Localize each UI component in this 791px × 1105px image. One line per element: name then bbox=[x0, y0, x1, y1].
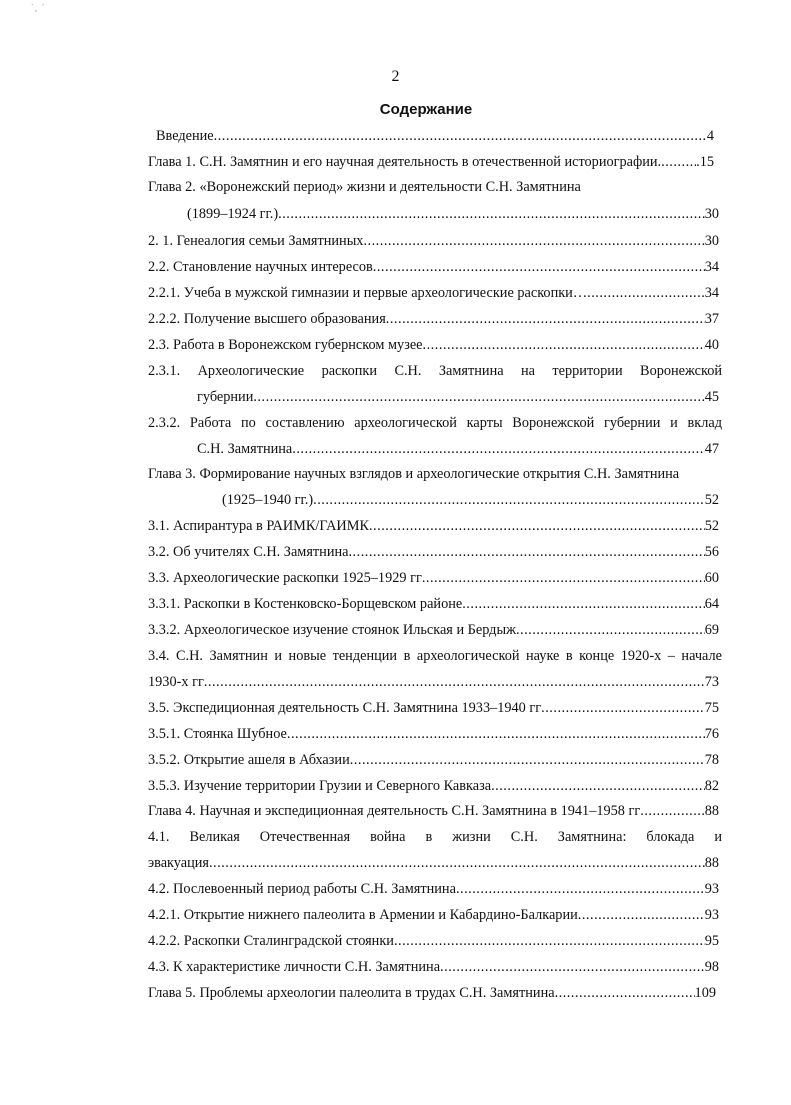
toc-entry-label: Введение bbox=[156, 128, 214, 144]
toc-entry-4-2-2[interactable] bbox=[148, 931, 719, 951]
toc-entry-label: 4.3. К характеристике личности С.Н. Замятнина bbox=[148, 959, 441, 975]
toc-entry-page: 34 bbox=[704, 285, 719, 301]
toc-entry-label: 4.2.1. Открытие нижнего палеолита в Армении и Кабардино-Балкарии bbox=[148, 907, 578, 923]
toc-entry-2-3[interactable] bbox=[148, 335, 719, 355]
dot-leader bbox=[456, 879, 705, 899]
toc-entry-3-4-cont[interactable] bbox=[148, 672, 719, 692]
toc-entry-label: 3.5. Экспедиционная деятельность С.Н. Замятнина 1933–1940 гг bbox=[148, 700, 542, 716]
toc-entry-chapter-4[interactable] bbox=[148, 801, 719, 821]
toc-entry-introduction[interactable] bbox=[156, 126, 714, 146]
dot-leader bbox=[462, 594, 704, 614]
toc-entry-3-3-2[interactable] bbox=[148, 620, 719, 640]
dot-leader bbox=[578, 905, 705, 925]
toc-entry-2-3-2[interactable] bbox=[148, 413, 722, 433]
toc-entry-label: 3.5.2. Открытие ашеля в Абхазии bbox=[148, 752, 350, 768]
dot-leader bbox=[661, 152, 696, 172]
toc-entry-label: 2.2.1. Учеба в мужской гимназии и первые археологические раскопки… bbox=[148, 285, 588, 301]
dot-leader bbox=[278, 204, 705, 224]
toc-entry-3-5-3[interactable] bbox=[148, 776, 719, 796]
toc-entry-page: 109 bbox=[694, 985, 716, 1001]
dot-leader bbox=[348, 542, 704, 562]
toc-entry-chapter-1[interactable] bbox=[148, 152, 714, 172]
toc-entry-label: 4.2. Послевоенный период работы С.Н. Замятнина bbox=[148, 881, 456, 897]
toc-entry-page: 37 bbox=[704, 311, 719, 327]
toc-entry-label: 4.1. Великая Отечественная война в жизни С.Н. Замятнина: блокада и bbox=[148, 829, 722, 845]
toc-entry-label: Глава 4. Научная и экспедиционная деятельность С.Н. Замятнина в 1941–1958 гг bbox=[148, 803, 641, 819]
toc-entry-label: 3.3.1. Раскопки в Костенковско-Борщевском районе bbox=[148, 596, 463, 612]
dot-leader bbox=[386, 309, 705, 329]
toc-entry-page: 76 bbox=[704, 726, 719, 742]
toc-entry-page: 78 bbox=[704, 752, 719, 768]
toc-entry-label: 2.3.2. Работа по составлению археологической карты Воронежской губернии и вклад bbox=[148, 415, 722, 431]
toc-entry-3-3[interactable] bbox=[148, 568, 719, 588]
dot-leader bbox=[541, 698, 705, 718]
dot-leader bbox=[373, 257, 705, 277]
toc-entry-chapter-5[interactable] bbox=[148, 983, 716, 1003]
toc-entry-4-1-cont[interactable] bbox=[148, 853, 719, 873]
toc-entry-3-5-1[interactable] bbox=[148, 724, 719, 744]
toc-entry-label: Глава 1. С.Н. Замятнин и его научная деятельность в отечественной историографии. bbox=[148, 154, 662, 170]
toc-entry-chapter-3[interactable] bbox=[148, 464, 726, 484]
toc-entry-label: 1930-х гг bbox=[148, 674, 204, 690]
toc-entry-page: 88 bbox=[704, 803, 719, 819]
toc-entry-4-1[interactable] bbox=[148, 827, 722, 847]
dot-leader bbox=[369, 516, 705, 536]
dot-leader bbox=[204, 672, 705, 692]
toc-entry-chapter-2[interactable] bbox=[148, 177, 714, 197]
toc-entry-label: 3.4. С.Н. Замятнин и новые тенденции в археологической науке в конце 1920-х – начале bbox=[148, 648, 722, 664]
toc-entry-label: 3.5.3. Изучение территории Грузии и Северного Кавказа bbox=[148, 778, 492, 794]
dot-leader bbox=[422, 568, 705, 588]
toc-entry-label: (1899–1924 гг.) bbox=[187, 206, 279, 222]
toc-entry-2-1[interactable] bbox=[148, 231, 719, 251]
toc-entry-label: 3.5.1. Стоянка Шубное bbox=[148, 726, 287, 742]
toc-entry-3-2[interactable] bbox=[148, 542, 719, 562]
toc-entry-label: 3.3.2. Археологическое изучение стоянок Ильская и Бердыж bbox=[148, 622, 516, 638]
toc-entry-3-5-2[interactable] bbox=[148, 750, 719, 770]
dot-leader bbox=[423, 335, 705, 355]
toc-entry-page: 52 bbox=[704, 518, 719, 534]
toc-entry-page: 88 bbox=[704, 855, 719, 871]
toc-entry-label: губернии bbox=[197, 389, 254, 405]
toc-entry-4-2[interactable] bbox=[148, 879, 719, 899]
dot-leader bbox=[253, 387, 704, 407]
dot-leader bbox=[640, 801, 704, 821]
toc-entry-3-1[interactable] bbox=[148, 516, 719, 536]
toc-entry-3-4[interactable] bbox=[148, 646, 722, 666]
toc-entry-page: 93 bbox=[704, 907, 719, 923]
toc-entry-4-3[interactable] bbox=[148, 957, 719, 977]
toc-entry-page: 73 bbox=[704, 674, 719, 690]
toc-entry-page: .15 bbox=[696, 154, 714, 170]
toc-entry-label: Глава 5. Проблемы археологии палеолита в трудах С.Н. Замятнина bbox=[148, 985, 555, 1001]
toc-entry-4-2-1[interactable] bbox=[148, 905, 719, 925]
toc-entry-page: 47 bbox=[704, 441, 719, 457]
toc-entry-page: 56 bbox=[704, 544, 719, 560]
toc-entry-2-3-2-cont[interactable] bbox=[197, 439, 719, 459]
toc-entry-page: 34 bbox=[704, 259, 719, 275]
toc-entry-page: 4 bbox=[706, 128, 714, 144]
dot-leader bbox=[292, 439, 704, 459]
toc-entry-label: эвакуация bbox=[148, 855, 209, 871]
toc-entry-page: 93 bbox=[704, 881, 719, 897]
toc-entry-2-2-1[interactable] bbox=[148, 283, 719, 303]
dot-leader bbox=[214, 126, 707, 146]
page-title: Содержание bbox=[379, 101, 473, 118]
toc-entry-label: 2.3.1. Археологические раскопки С.Н. Замятнина на территории Воронежской bbox=[148, 363, 722, 379]
dot-leader bbox=[555, 983, 695, 1003]
dot-leader bbox=[350, 750, 705, 770]
toc-entry-3-3-1[interactable] bbox=[148, 594, 719, 614]
toc-entry-label: 3.1. Аспирантура в РАИМК/ГАИМК bbox=[148, 518, 369, 534]
dot-leader bbox=[313, 490, 705, 510]
toc-entry-page: 98 bbox=[704, 959, 719, 975]
toc-entry-page: 40 bbox=[704, 337, 719, 353]
toc-entry-label: 2.2.2. Получение высшего образования bbox=[148, 311, 386, 327]
toc-entry-label: 3.2. Об учителях С.Н. Замятнина bbox=[148, 544, 349, 560]
toc-entry-page: 64 bbox=[704, 596, 719, 612]
toc-entry-label: 2.2. Становление научных интересов bbox=[148, 259, 373, 275]
toc-entry-page: 82 bbox=[704, 778, 719, 794]
dot-leader bbox=[209, 853, 705, 873]
dot-leader bbox=[587, 283, 705, 303]
toc-entry-page: 30 bbox=[704, 206, 719, 222]
toc-entry-label: 4.2.2. Раскопки Сталинградской стоянки bbox=[148, 933, 394, 949]
dot-leader bbox=[516, 620, 705, 640]
toc-entry-2-3-1[interactable] bbox=[148, 361, 722, 381]
toc-entry-label: Глава 2. «Воронежский период» жизни и деятельности С.Н. Замятнина bbox=[148, 179, 581, 195]
toc-entry-chapter-3-cont[interactable] bbox=[222, 490, 719, 510]
toc-entry-label: 3.3. Археологические раскопки 1925–1929 гг bbox=[148, 570, 422, 586]
toc-entry-2-2-2[interactable] bbox=[148, 309, 719, 329]
dot-leader bbox=[394, 931, 705, 951]
toc-entry-label: 2.3. Работа в Воронежском губернском музее bbox=[148, 337, 423, 353]
toc-entry-page: 45 bbox=[704, 389, 719, 405]
toc-entry-page: 52 bbox=[704, 492, 719, 508]
toc-entry-page: 69 bbox=[704, 622, 719, 638]
toc-entry-page: 75 bbox=[704, 700, 719, 716]
toc-entry-label: С.Н. Замятнина bbox=[197, 441, 293, 457]
toc-entry-3-5[interactable] bbox=[148, 698, 719, 718]
toc-entry-2-2[interactable] bbox=[148, 257, 719, 277]
dot-leader bbox=[491, 776, 705, 796]
toc-entry-page: 95 bbox=[704, 933, 719, 949]
toc-entry-label: (1925–1940 гг.) bbox=[222, 492, 314, 508]
dot-leader bbox=[440, 957, 705, 977]
scan-artifact-mark: ˙‚ ˊ bbox=[30, 4, 45, 14]
page-number: 2 bbox=[391, 68, 400, 85]
toc-entry-page: 30 bbox=[704, 233, 719, 249]
toc-entry-chapter-2-cont[interactable] bbox=[187, 204, 719, 224]
dot-leader bbox=[287, 724, 705, 744]
toc-entry-page: 60 bbox=[704, 570, 719, 586]
toc-entry-2-3-1-cont[interactable] bbox=[197, 387, 719, 407]
toc-entry-label: Глава 3. Формирование научных взглядов и археологические открытия С.Н. Замятнина bbox=[148, 466, 680, 482]
dot-leader bbox=[363, 231, 704, 251]
toc-entry-label: 2. 1. Генеалогия семьи Замятниных bbox=[148, 233, 364, 249]
